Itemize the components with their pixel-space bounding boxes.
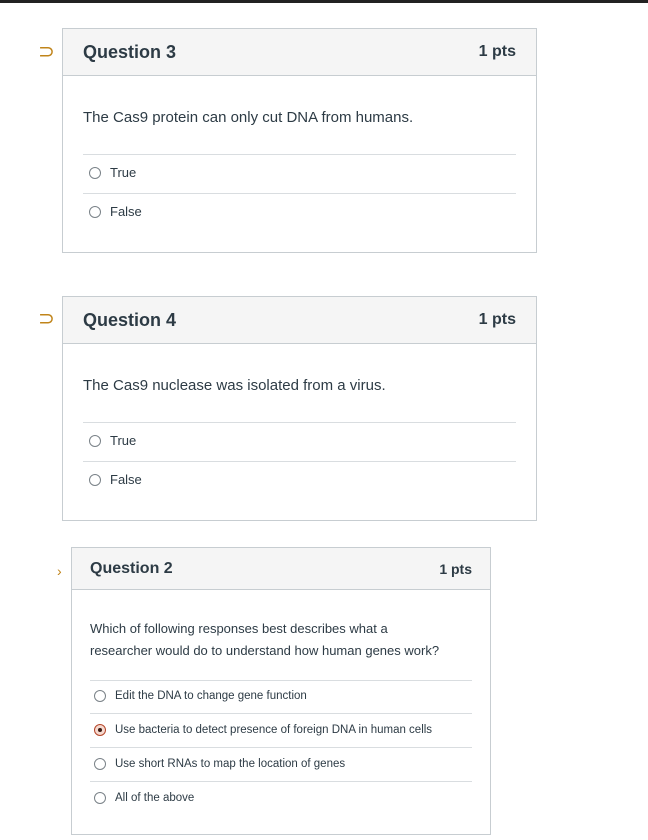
radio-button-icon[interactable]	[94, 792, 106, 804]
answer-option[interactable]	[94, 758, 345, 770]
answer-divider	[83, 193, 516, 194]
question-points: 1 pts	[478, 311, 516, 328]
question-card-2	[71, 547, 491, 835]
question-title: Question 4	[83, 309, 177, 330]
answer-option[interactable]	[94, 792, 194, 804]
question-text: The Cas9 protein can only cut DNA from humans.	[83, 109, 414, 126]
answer-divider	[90, 713, 472, 714]
question-points: 1 pts	[439, 560, 472, 577]
answer-option-true[interactable]	[89, 433, 136, 448]
flag-marker-icon[interactable]: ⊃	[38, 41, 55, 63]
answer-label: All of the above	[115, 792, 195, 804]
answer-divider	[90, 747, 472, 748]
question-title: Question 2	[90, 559, 173, 577]
answer-label: True	[110, 165, 137, 180]
radio-button-icon[interactable]	[89, 435, 101, 447]
question-text: The Cas9 nuclease was isolated from a virus.	[83, 377, 386, 394]
radio-button-icon[interactable]	[89, 167, 101, 179]
radio-button-icon[interactable]	[94, 690, 106, 702]
answer-label: Use short RNAs to map the location of genes	[115, 758, 346, 770]
question-title: Question 3	[83, 41, 177, 62]
question-text-line: researcher would do to understand how human genes work?	[90, 643, 440, 658]
question-text-line: Which of following responses best describes what a	[90, 621, 388, 636]
radio-button-icon[interactable]	[89, 206, 101, 218]
flag-marker-icon[interactable]: ⊃	[38, 308, 55, 330]
answer-divider	[90, 781, 472, 782]
flag-marker-icon[interactable]: ›	[57, 563, 62, 579]
answer-option-selected[interactable]	[94, 724, 432, 736]
question-card-3	[62, 28, 537, 253]
answer-divider	[83, 154, 516, 155]
top-rule	[0, 0, 648, 3]
question-header	[63, 29, 536, 76]
answer-divider	[83, 461, 516, 462]
question-header	[72, 548, 490, 590]
question-card-4	[62, 296, 537, 521]
question-header	[63, 297, 536, 344]
radio-button-icon[interactable]	[94, 758, 106, 770]
answer-label: True	[110, 433, 137, 448]
answer-option-true[interactable]	[89, 165, 136, 180]
answer-divider	[90, 680, 472, 681]
answer-divider	[83, 422, 516, 423]
question-points: 1 pts	[478, 43, 516, 60]
answer-option[interactable]	[94, 690, 307, 702]
answer-label: False	[110, 204, 142, 219]
answer-label: False	[110, 472, 142, 487]
answer-option-false[interactable]	[89, 472, 142, 487]
radio-button-icon[interactable]	[89, 474, 101, 486]
answer-option-false[interactable]	[89, 204, 142, 219]
question-text	[90, 618, 439, 662]
answer-label: Edit the DNA to change gene function	[115, 690, 307, 702]
answer-label: Use bacteria to detect presence of foreign DNA in human cells	[115, 724, 433, 736]
radio-button-icon[interactable]	[94, 724, 106, 736]
